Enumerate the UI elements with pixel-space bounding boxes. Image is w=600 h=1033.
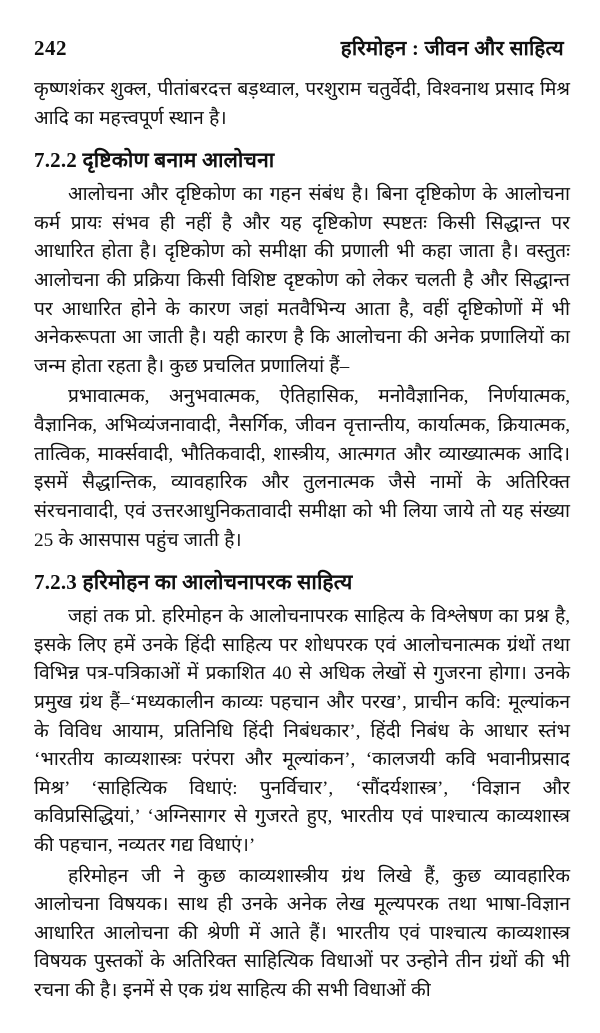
paragraph-drishtikon-banam-alochana: आलोचना और दृष्टिकोण का गहन संबंध है। बिना दृष्टिकोण के आलोचना कर्म प्रायः संभव ही नहीं है और यह दृष्टिकोण स्पष्टतः किसी सिद्धान्त पर आधारित होता है। दृष्टिकोण को समीक्षा की प्रणाली भी कहा जाता है। वस्तुतः आलोचना की प्रक्रिया किसी विशिष्ट दृष्टकोण को लेकर चलती है और सिद्धान्त पर आधारित होने के कारण जहां मतवैभिन्य आता है, वहीं दृष्टिकोणों में भी अनेकरूपता आ जाती है। यही कारण है कि आलोचना की अनेक प्रणालियों का जन्म होता रहता है। कुछ प्रचलित प्रणालियां हैं– bbox=[34, 184, 570, 377]
paragraph-kavyashastriya-granth: हरिमोहन जी ने कुछ काव्यशास्त्रीय ग्रंथ लिखे हैं, कुछ व्यावहारिक आलोचना विषयक। साथ ही उनके अनेक लेख मूल्यपरक तथा भाषा-विज्ञान आधारित आलोचना की श्रेणी में आते हैं। भारतीय एवं पाश्चात्य काव्यशास्त्र विषयक पुस्तकों के अतिरिक्त साहित्यिक विधाओं पर उन्होने तीन ग्रंथों की भी रचना की है। इनमें से एक ग्रंथ साहित्य की सभी विधाओं की bbox=[34, 865, 570, 1002]
running-head: हरिमोहन : जीवन और साहित्य bbox=[340, 38, 564, 60]
paragraph-alochanaparak-sahitya: जहां तक प्रो. हरिमोहन के आलोचनापरक साहित्य के विश्लेषण का प्रश्न है, इसके लिए हमें उनके हिंदी साहित्य पर शोधपरक एवं आलोचनात्मक ग्रंथों तथा विभिन्न पत्र-पत्रिकाओं में प्रकाशित 40 से अधिक लेखों से गुजरना होगा। उनके प्रमुख ग्रंथ हैं–‘मध्यकालीन काव्यः पहचान और परख’, प्राचीन कवि: मूल्यांकन के विविध आयाम, प्रतिनिधि हिंदी निबंधकार’, हिंदी निबंध के आधार स्तंभ ‘भारतीय काव्यशास्त्रः परंपरा और मूल्यांकन’, ‘कालजयी कवि भवानीप्रसाद मिश्र’ ‘साहित्यिक विधाएं: पुनर्विचार’, ‘सौंदर्यशास्त्र’, ‘विज्ञान और कविप्रसिद्धियां,’ ‘अग्निसागर से गुजरते हुए, भारतीय एवं पाश्चात्य काव्यशास्त्र की पहचान, नव्यतर गद्य विधाएं।’ bbox=[34, 606, 570, 857]
paragraph-intro: कृष्णशंकर शुक्ल, पीतांबरदत्त बड़थ्वाल, परशुराम चतुर्वेदी, विश्वनाथ प्रसाद मिश्र आदि का महत्त्वपूर्ण स्थान है। bbox=[34, 79, 570, 129]
page-number: 242 bbox=[34, 36, 67, 60]
section-heading-7-2-3: 7.2.3 हरिमोहन का आलोचनापरक साहित्य bbox=[34, 570, 353, 595]
section-heading-7-2-2: 7.2.2 दृष्टिकोण बनाम आलोचना bbox=[34, 148, 275, 173]
page-header bbox=[34, 34, 570, 62]
paragraph-pranaliyan-list: प्रभावात्मक, अनुभवात्मक, ऐतिहासिक, मनोवैज्ञानिक, निर्णयात्मक, वैज्ञानिक, अभिव्यंजनावादी, नैसर्गिक, जीवन वृत्तान्तीय, कार्यात्मक, क्रियात्मक, तात्विक, मार्क्सवादी, भौतिकवादी, शास्त्रीय, आत्मगत और व्याख्यात्मक आदि। इसमें सैद्धान्तिक, व्यावहारिक और तुलनात्मक जैसे नामों के अतिरिक्त संरचनावादी, एवं उत्तरआधुनिकतावादी समीक्षा को भी लिया जाये तो यह संख्या 25 के आसपास पहुंच जाती है। bbox=[34, 386, 570, 551]
